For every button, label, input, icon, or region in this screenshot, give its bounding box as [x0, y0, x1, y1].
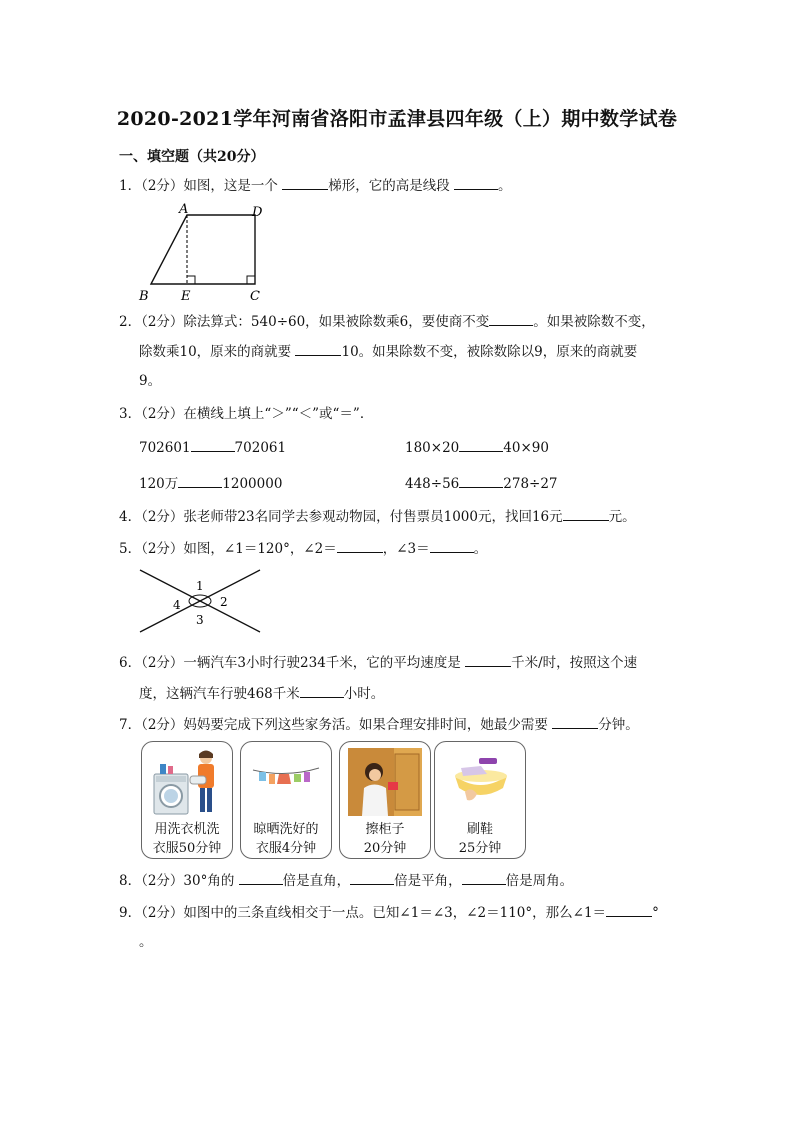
answer-blank[interactable] [430, 538, 474, 553]
chore-card-wiping [339, 741, 431, 859]
question-2-line-2: 除数乘10，原来的商就要 10。如果除数不变，被除数除以9，原来的商就要 [139, 341, 637, 362]
answer-blank[interactable] [282, 175, 328, 190]
label-a: A [179, 202, 189, 217]
angle-4-label: 4 [173, 598, 181, 612]
washing-machine-icon [150, 748, 224, 816]
answer-blank[interactable] [552, 714, 598, 729]
wiping-cabinet-photo [348, 748, 422, 816]
clothesline-icon [249, 748, 323, 816]
answer-blank[interactable] [465, 652, 511, 667]
question-8: 8．（2分）30°角的 倍是直角， 倍是平角， 倍是周角。 [119, 870, 573, 891]
answer-blank[interactable] [459, 437, 503, 452]
answer-blank[interactable] [489, 311, 533, 326]
question-2-line-1: 2．（2分）除法算式：540÷60，如果被除数乘6，要使商不变 。如果被除数不变， [119, 311, 655, 332]
label-d: D [252, 205, 263, 220]
compare-d: 448÷56 278÷27 [405, 473, 558, 494]
card-label: 衣服50分钟 [152, 841, 222, 856]
answer-blank[interactable] [350, 870, 394, 885]
compare-c: 120万 1200000 [139, 473, 282, 494]
question-2-line-3: 9。 [139, 373, 162, 389]
page-title: 2020-2021学年河南省洛阳市孟津县四年级（上）期中数学试卷 [116, 108, 678, 130]
angle-2-label: 2 [220, 595, 228, 609]
question-5: 5．（2分）如图，∠1＝120°，∠2＝ ，∠3＝ 。 [119, 538, 487, 559]
chore-card-washing [141, 741, 233, 859]
answer-blank[interactable] [337, 538, 383, 553]
card-label: 25分钟 [458, 841, 502, 856]
question-7: 7．（2分）妈妈要完成下列这些家务活。如果合理安排时间，她最少需要 分钟。 [119, 714, 639, 735]
label-b: B [139, 289, 149, 304]
angle-1-label: 1 [196, 579, 204, 593]
question-9-line-1: 9．（2分）如图中的三条直线相交于一点。已知∠1＝∠3，∠2＝110°，那么∠1＝ ° [119, 902, 659, 923]
label-e: E [181, 289, 191, 304]
answer-blank[interactable] [239, 870, 283, 885]
card-label: 刷鞋 [466, 822, 493, 837]
trapezoid-figure [135, 198, 275, 306]
answer-blank[interactable] [563, 506, 609, 521]
chore-card-brushing [434, 741, 526, 859]
question-3: 3．（2分）在横线上填上“＞”“＜”或“＝”． [119, 406, 374, 422]
question-6-line-2: 度，这辆汽车行驶468千米 小时。 [139, 683, 384, 704]
answer-blank[interactable] [300, 683, 344, 698]
question-6-line-1: 6．（2分）一辆汽车3小时行驶234千米，它的平均速度是 千米/时，按照这个速 [119, 652, 637, 673]
answer-blank[interactable] [459, 473, 503, 488]
card-label: 晾晒洗好的 [253, 822, 319, 837]
compare-a: 702601 702061 [139, 437, 286, 458]
question-9-line-2: 。 [139, 934, 153, 950]
answer-blank[interactable] [454, 175, 498, 190]
card-label: 衣服4分钟 [255, 841, 317, 856]
question-1: 1．（2分）如图，这是一个 梯形，它的高是线段 。 [119, 175, 512, 196]
shoe-brushing-icon [443, 748, 517, 816]
answer-blank[interactable] [191, 437, 235, 452]
answer-blank[interactable] [606, 902, 652, 917]
answer-blank[interactable] [462, 870, 506, 885]
intersecting-lines-figure [136, 568, 266, 638]
section-heading: 一、填空题（共20分） [119, 149, 265, 165]
compare-b: 180×20 40×90 [405, 437, 549, 458]
chore-card-drying [240, 741, 332, 859]
card-label: 用洗衣机洗 [154, 822, 220, 837]
question-4: 4．（2分）张老师带23名同学去参观动物园，付售票员1000元，找回16元 元。 [119, 506, 636, 527]
card-label: 擦柜子 [365, 822, 405, 837]
answer-blank[interactable] [178, 473, 222, 488]
card-label: 20分钟 [363, 841, 407, 856]
label-c: C [250, 289, 260, 304]
answer-blank[interactable] [295, 341, 341, 356]
angle-3-label: 3 [196, 613, 204, 627]
